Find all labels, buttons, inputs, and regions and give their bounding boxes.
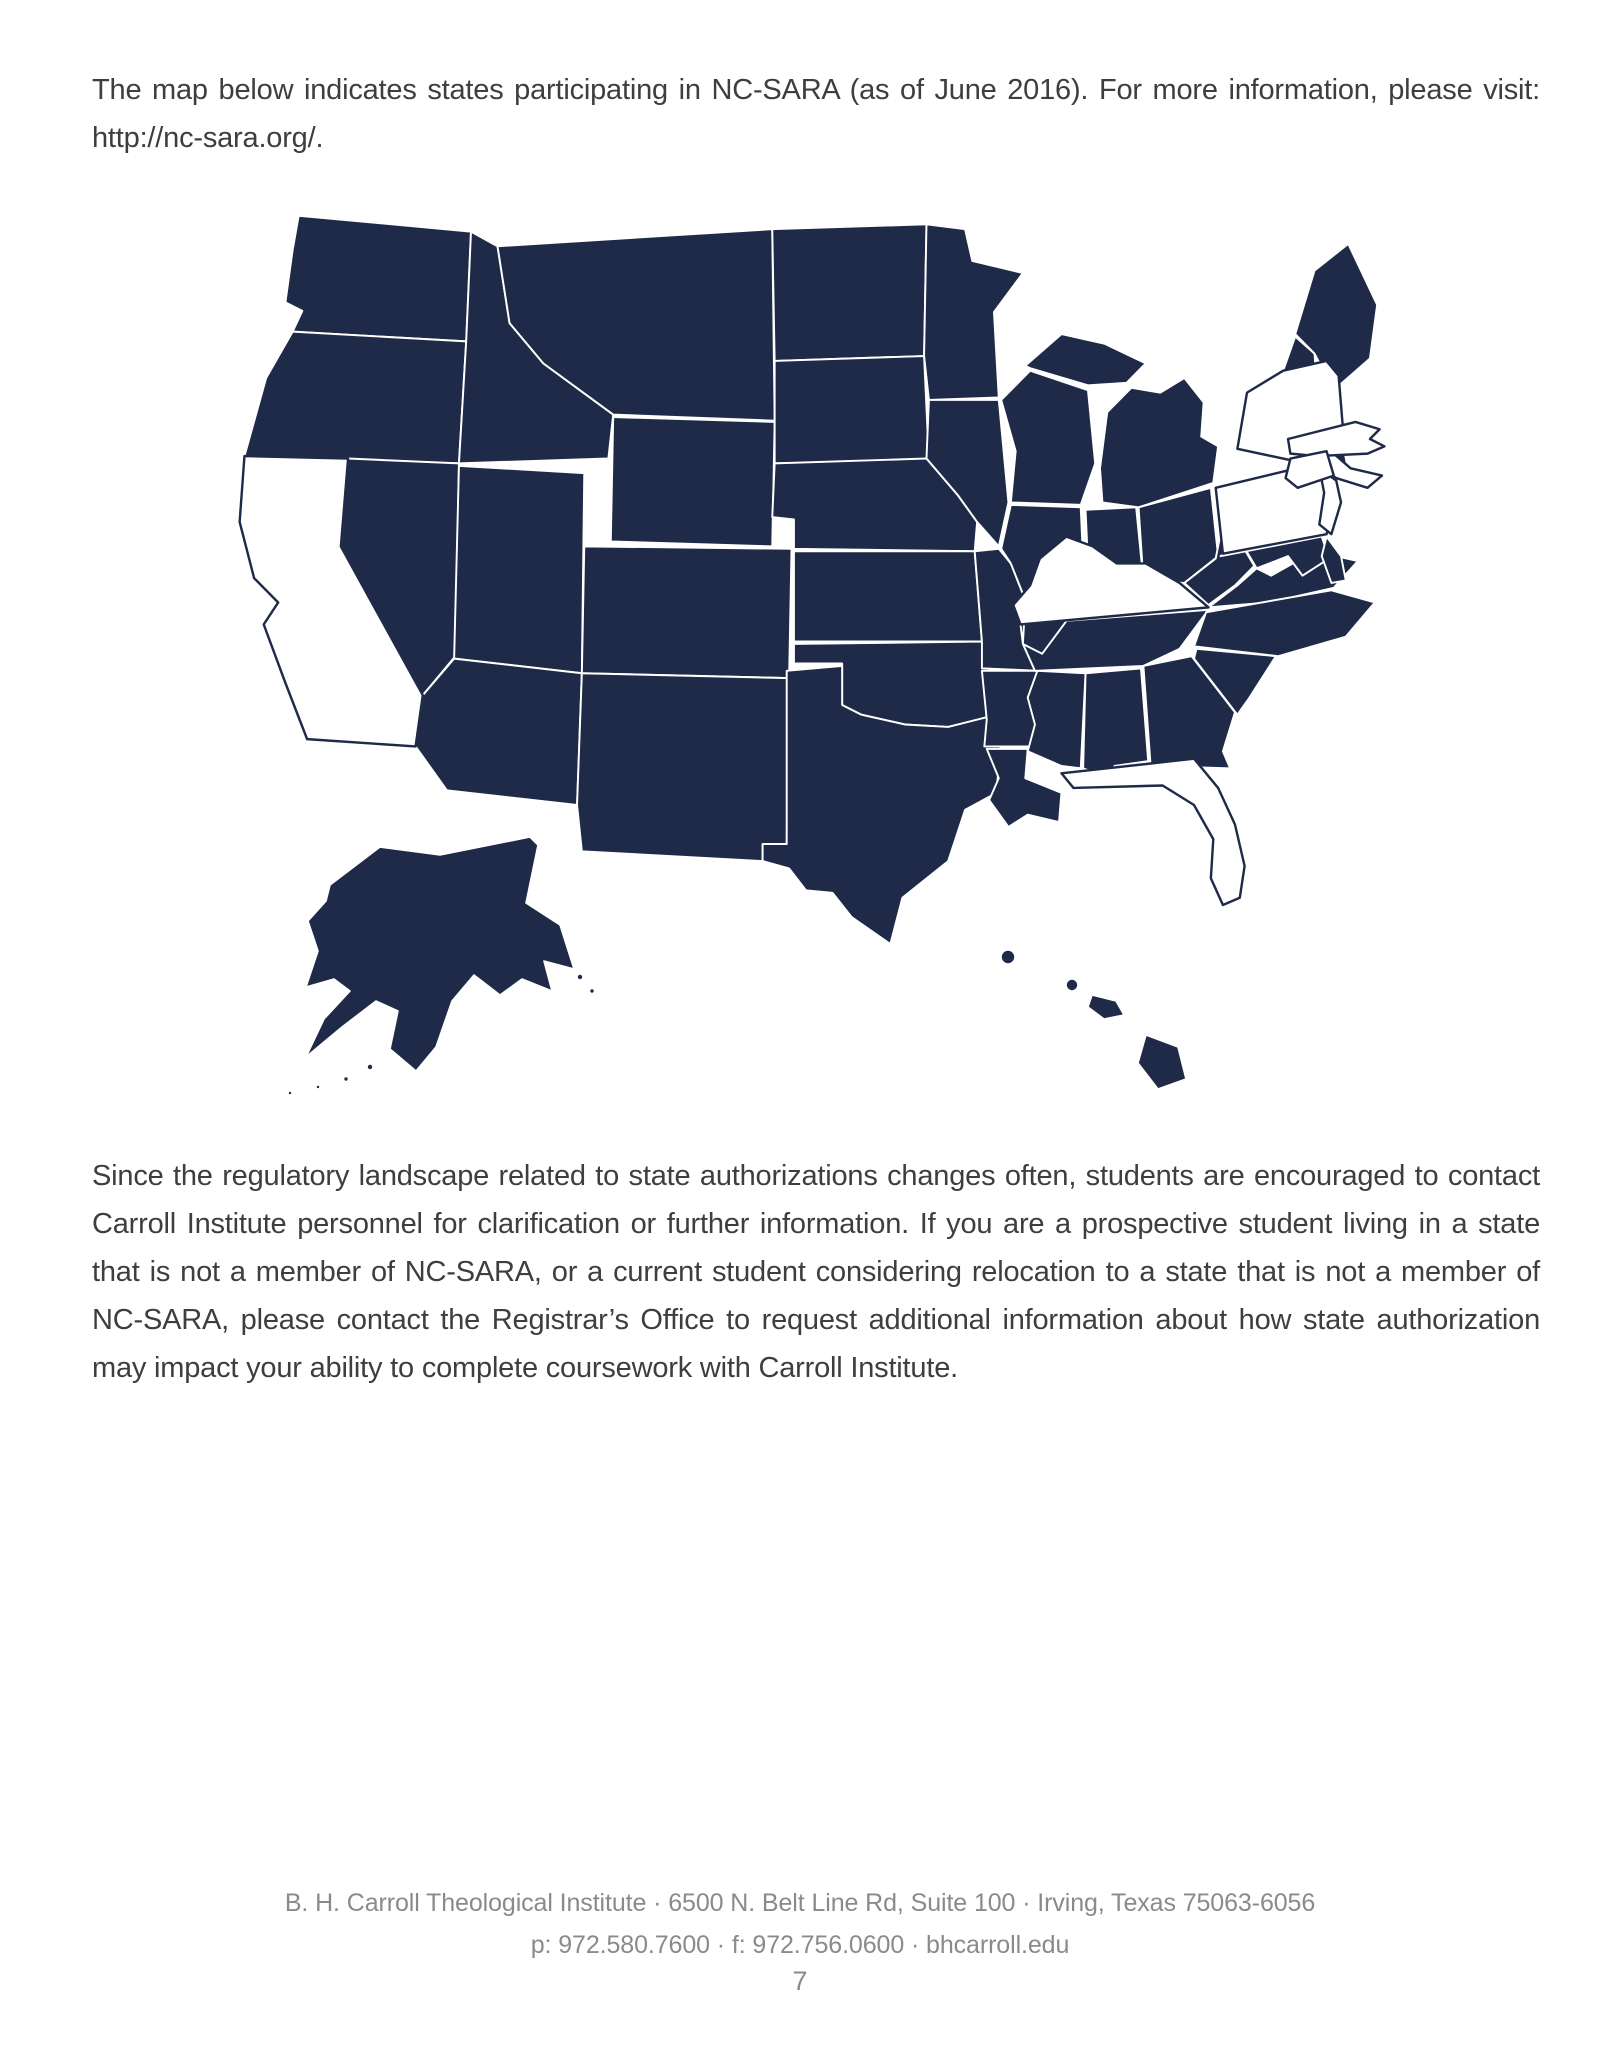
aleutian-island-icon: [367, 1064, 373, 1070]
hawaii-island-icon: [1066, 979, 1078, 991]
aleutian-island-icon: [344, 1077, 349, 1082]
aleutian-island-icon: [288, 1091, 292, 1095]
us-map: [230, 195, 1390, 1105]
nc-sara-map-svg: [230, 195, 1390, 1105]
state-KS: [794, 551, 982, 641]
state-WY: [611, 417, 775, 546]
state-SD: [775, 356, 929, 463]
footer-contact-line: p: 972.580.7600 · f: 972.756.0600 · bhcarroll.edu: [530, 1931, 1070, 1959]
intro-paragraph: The map below indicates states participating in NC-SARA (as of June 2016). For more information, please visit: http://nc-sara.org/.: [92, 74, 1540, 154]
footer-address-line: B. H. Carroll Theological Institute · 6500 N. Belt Line Rd, Suite 100 · Irving, Texas 75063-6056: [284, 1889, 1316, 1917]
state-AR: [982, 671, 1037, 747]
state-AL: [1083, 668, 1148, 778]
hawaii-island-icon: [1001, 950, 1015, 964]
state-UT: [454, 466, 584, 673]
hawaii-island-icon: [1138, 1035, 1186, 1089]
page-footer: [0, 1882, 1600, 1966]
state-MN: [924, 224, 1023, 400]
alaska-group: [288, 837, 595, 1095]
state-CO: [582, 546, 792, 678]
state-NM: [577, 673, 789, 861]
aleutian-island-icon: [316, 1085, 320, 1089]
hawaii-group: [1001, 950, 1186, 1089]
body-paragraph: Since the regulatory landscape related to state authorizations changes often, students are encouraged to contact Carroll Institute personnel for clarification or further information. If you are a prospective student living in a state that is not a member of NC-SARA, or a current student considering relocation to a state that is not a member of NC-SARA, please contact the Registrar’s Office to request additional information about how state authorization may impact your ability to complete coursework with Carroll Institute.: [92, 1160, 1540, 1384]
alaska-se-island-icon: [590, 989, 595, 994]
page-number: 7: [792, 1966, 808, 1996]
state-WA: [285, 216, 471, 342]
state-OR: [244, 332, 466, 464]
state-WI: [1001, 371, 1095, 505]
state-FL: [1061, 759, 1244, 905]
conus-group: [240, 216, 1385, 944]
state-MI-lower: [1100, 378, 1218, 507]
hawaii-island-icon: [1088, 995, 1124, 1019]
state-MS: [1028, 671, 1086, 769]
alaska-se-island-icon: [577, 974, 583, 980]
state-ND: [772, 224, 926, 361]
state-AK: [306, 837, 574, 1071]
state-AZ: [416, 659, 582, 805]
